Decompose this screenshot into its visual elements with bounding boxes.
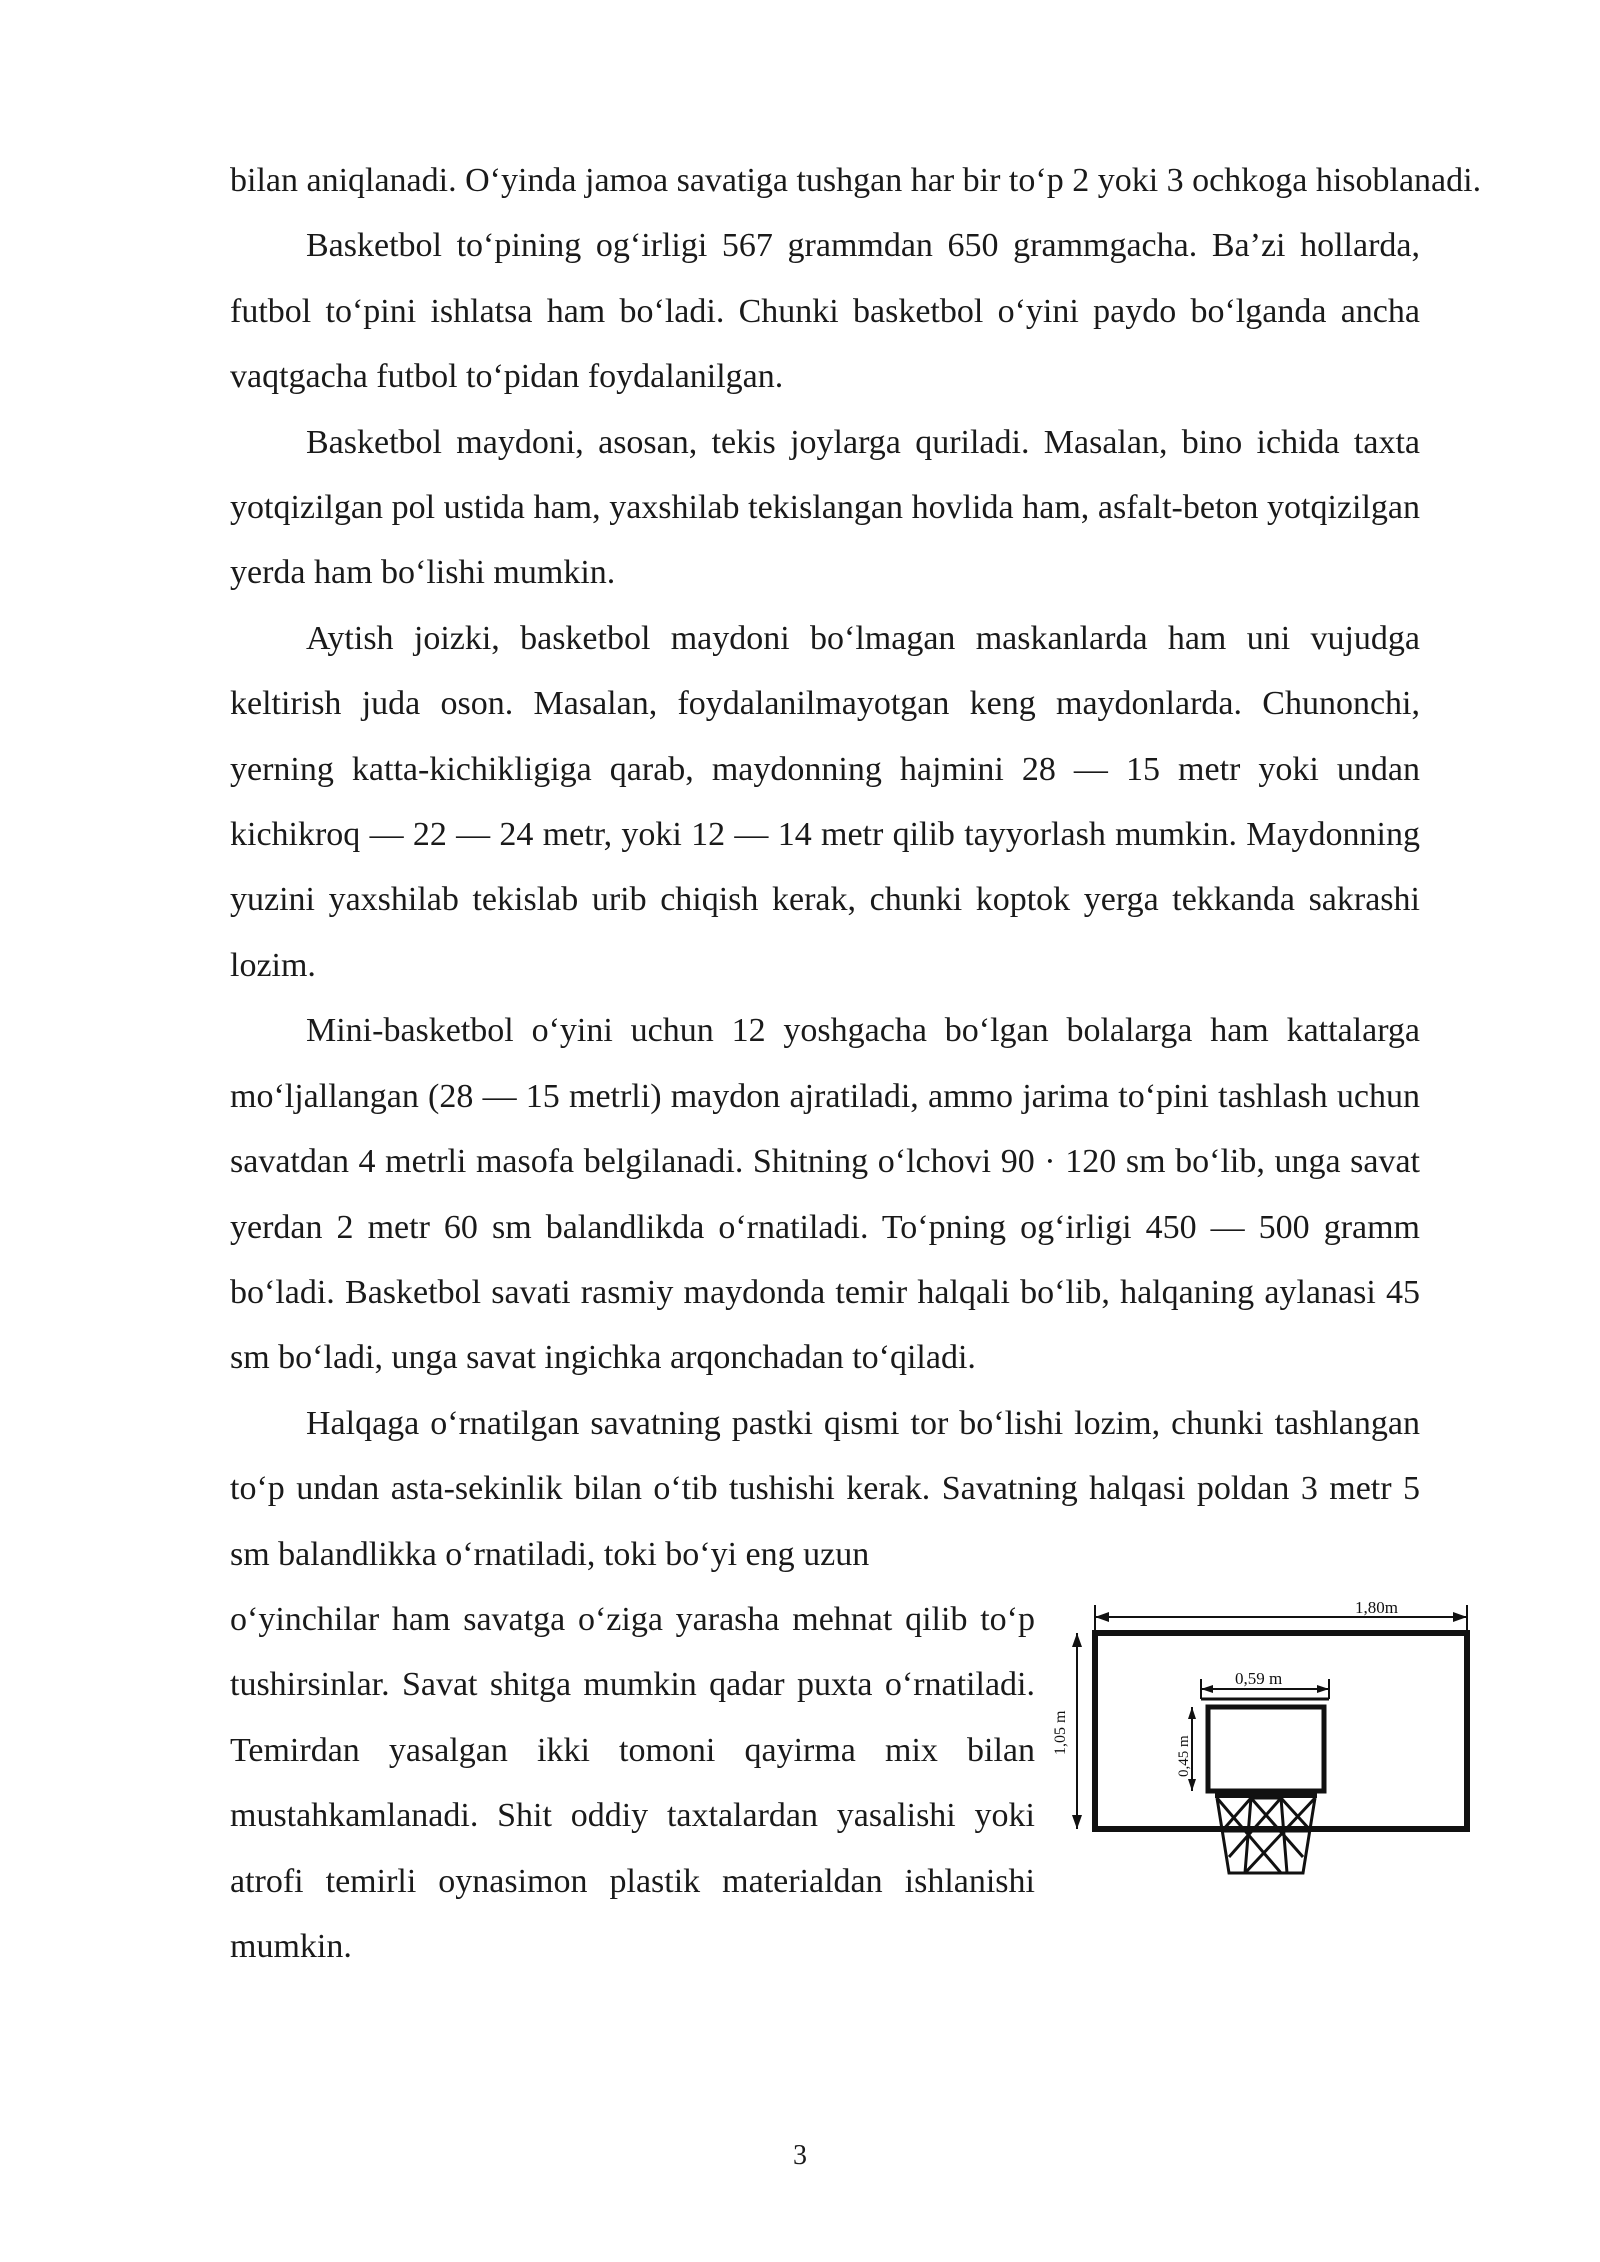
backboard-diagram (1052, 1595, 1485, 1905)
paragraph-6-continued: o‘yinchilar ham savatga o‘ziga yarasha mehnat qilib to‘p tushirsinlar. Savat shitga mumkin qadar puxta o‘rnatiladi. Temirdan yasalgan ikki tomoni qayirma mix bilan mustahkamlanadi. Shit oddiy taxtalardan yasalishi yoki atrofi temirli oynasimon plastik materialdan ishlanishi mumkin. (230, 1600, 1035, 1965)
basket-net (1217, 1798, 1315, 1873)
paragraph-2: Basketbol to‘pining og‘irligi 567 grammdan 650 grammgacha. Ba’zi hollarda, futbol to‘pini ishlatsa ham bo‘ladi. Chunki basketbol o‘yini paydo bo‘lganda ancha vaqtgacha futbol to‘pidan foydalanilgan. (230, 227, 1420, 396)
page-body (230, 148, 1482, 1979)
width-label: 1,80m (1355, 1597, 1398, 1617)
paragraph-3: Basketbol maydoni, asosan, tekis joylarga quriladi. Masalan, bino ichida taxta yotqizilgan pol ustida ham, yaxshilab tekislangan hovlida ham, asfalt-beton yotqizilgan yerda ham bo‘lishi mumkin. (230, 423, 1420, 592)
paragraph-6: Halqaga o‘rnatilgan savatning pastki qismi tor bo‘lishi lozim, chunki tashlangan to‘p undan asta-sekinlik bilan o‘tib tushishi kerak. Savatning halqasi poldan 3 metr 5 sm balandlikka o‘rnatiladi, toki bo‘yi eng uzun (230, 1404, 1420, 1573)
wrapped-section (230, 1587, 1420, 1979)
page-number: 3 (793, 2140, 807, 2171)
paragraph-5: Mini-basketbol o‘yini uchun 12 yoshgacha bo‘lgan bolalarga ham kattalarga mo‘ljallangan (28 — 15 metrli) maydon ajratiladi, ammo jarima to‘pini tashlash uchun savatdan 4 metrli masofa belgilanadi. Shitning o‘lchovi 90 · 120 sm bo‘lib, unga savat yerdan 2 metr 60 sm balandlikda o‘rnatiladi. To‘pning og‘irligi 450 — 500 gramm bo‘ladi. Basketbol savati rasmiy maydonda temir halqali bo‘lib, halqaning aylanasi 45 sm bo‘ladi, unga savat ingichka arqonchadan to‘qiladi. (230, 1012, 1420, 1377)
paragraph-4: Aytish joizki, basketbol maydoni bo‘lmagan maskanlarda ham uni vujudga keltirish juda oson. Masalan, foydalanilmayotgan keng maydonlarda. Chunonchi, yerning katta-kichikligiga qarab, maydonning hajmini 28 — 15 metr yoki undan kichikroq — 22 — 24 metr, yoki 12 — 14 metr qilib tayyorlash mumkin. Maydonning yuzini yaxshilab tekislab urib chiqish kerak, chunki koptok yerga tekkanda sakrashi lozim. (230, 619, 1420, 984)
inner-width-label: 0,59 m (1235, 1668, 1283, 1688)
paragraph-1: bilan aniqlanadi. O‘yinda jamoa savatiga tushgan har bir to‘p 2 yoki 3 ochkoga hisoblanadi. (230, 162, 1482, 199)
inner-height-label: 0,45 m (1176, 1735, 1192, 1777)
height-label: 1,05 m (1052, 1710, 1069, 1755)
target-square (1208, 1707, 1324, 1791)
